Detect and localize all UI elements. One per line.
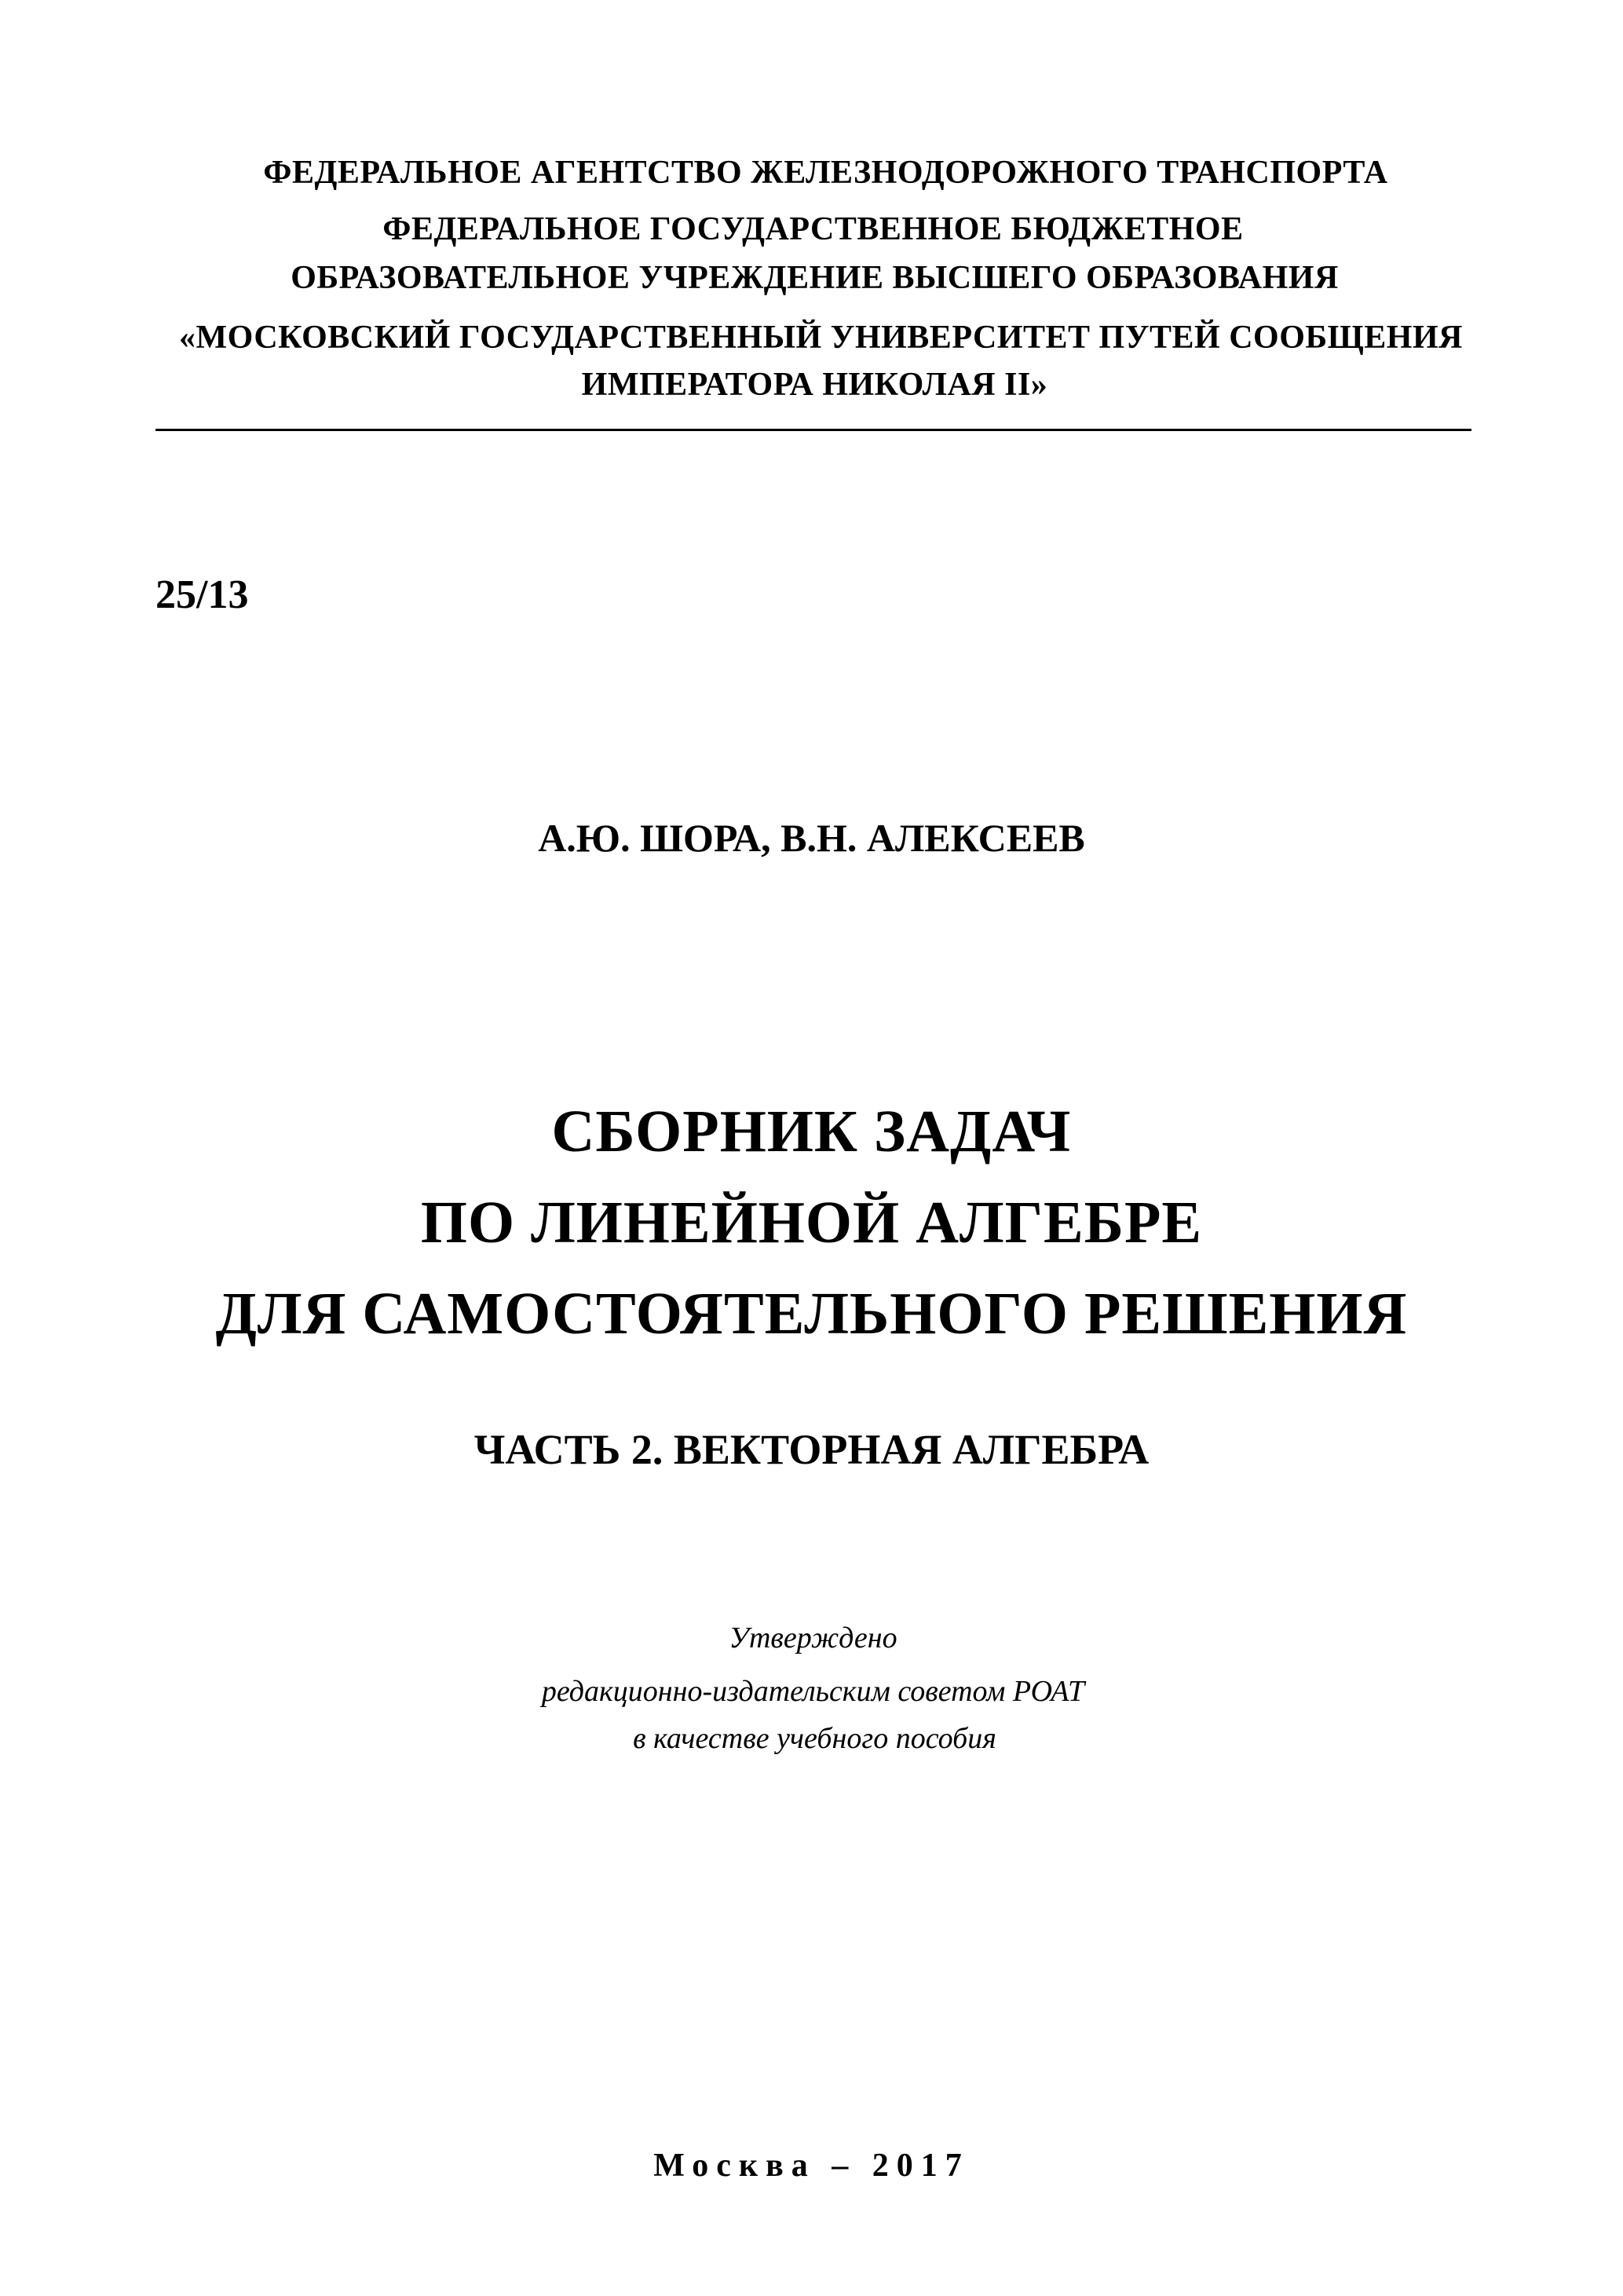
header-institution-level: ОБРАЗОВАТЕЛЬНОЕ УЧРЕЖДЕНИЕ ВЫСШЕГО ОБРАЗОВАНИЯ bbox=[291, 260, 1339, 296]
header-divider bbox=[155, 429, 1471, 431]
header-institution-type: ФЕДЕРАЛЬНОЕ ГОСУДАРСТВЕННОЕ БЮДЖЕТНОЕ bbox=[382, 211, 1244, 247]
approval-line-1: Утверждено bbox=[729, 1621, 897, 1654]
header-university-name-cont: ИМПЕРАТОРА НИКОЛАЯ II» bbox=[581, 367, 1048, 403]
header-university-name: «МОСКОВСКИЙ ГОСУДАРСТВЕННЫЙ УНИВЕРСИТЕТ ПУТЕЙ СООБЩЕНИЯ bbox=[179, 320, 1463, 356]
book-title-line-2: ПО ЛИНЕЙНОЙ АЛГЕБРЕ bbox=[420, 1190, 1203, 1256]
book-title-line-3: ДЛЯ САМОСТОЯТЕЛЬНОГО РЕШЕНИЯ bbox=[215, 1281, 1408, 1347]
header-agency: ФЕДЕРАЛЬНОЕ АГЕНТСТВО ЖЕЛЕЗНОДОРОЖНОГО ТРАНСПОРТА bbox=[263, 155, 1388, 191]
approval-line-2: редакционно-издательским советом РОАТ bbox=[541, 1675, 1085, 1708]
city-year: Москва – 2017 bbox=[653, 2148, 970, 2184]
approval-line-3: в качестве учебного пособия bbox=[633, 1722, 996, 1755]
catalog-code: 25/13 bbox=[155, 572, 249, 617]
book-title-line-1: СБОРНИК ЗАДАЧ bbox=[551, 1099, 1072, 1164]
authors: А.Ю. ШОРА, В.Н. АЛЕКСЕЕВ bbox=[538, 816, 1085, 860]
book-subtitle: ЧАСТЬ 2. ВЕКТОРНАЯ АЛГЕБРА bbox=[473, 1426, 1150, 1473]
